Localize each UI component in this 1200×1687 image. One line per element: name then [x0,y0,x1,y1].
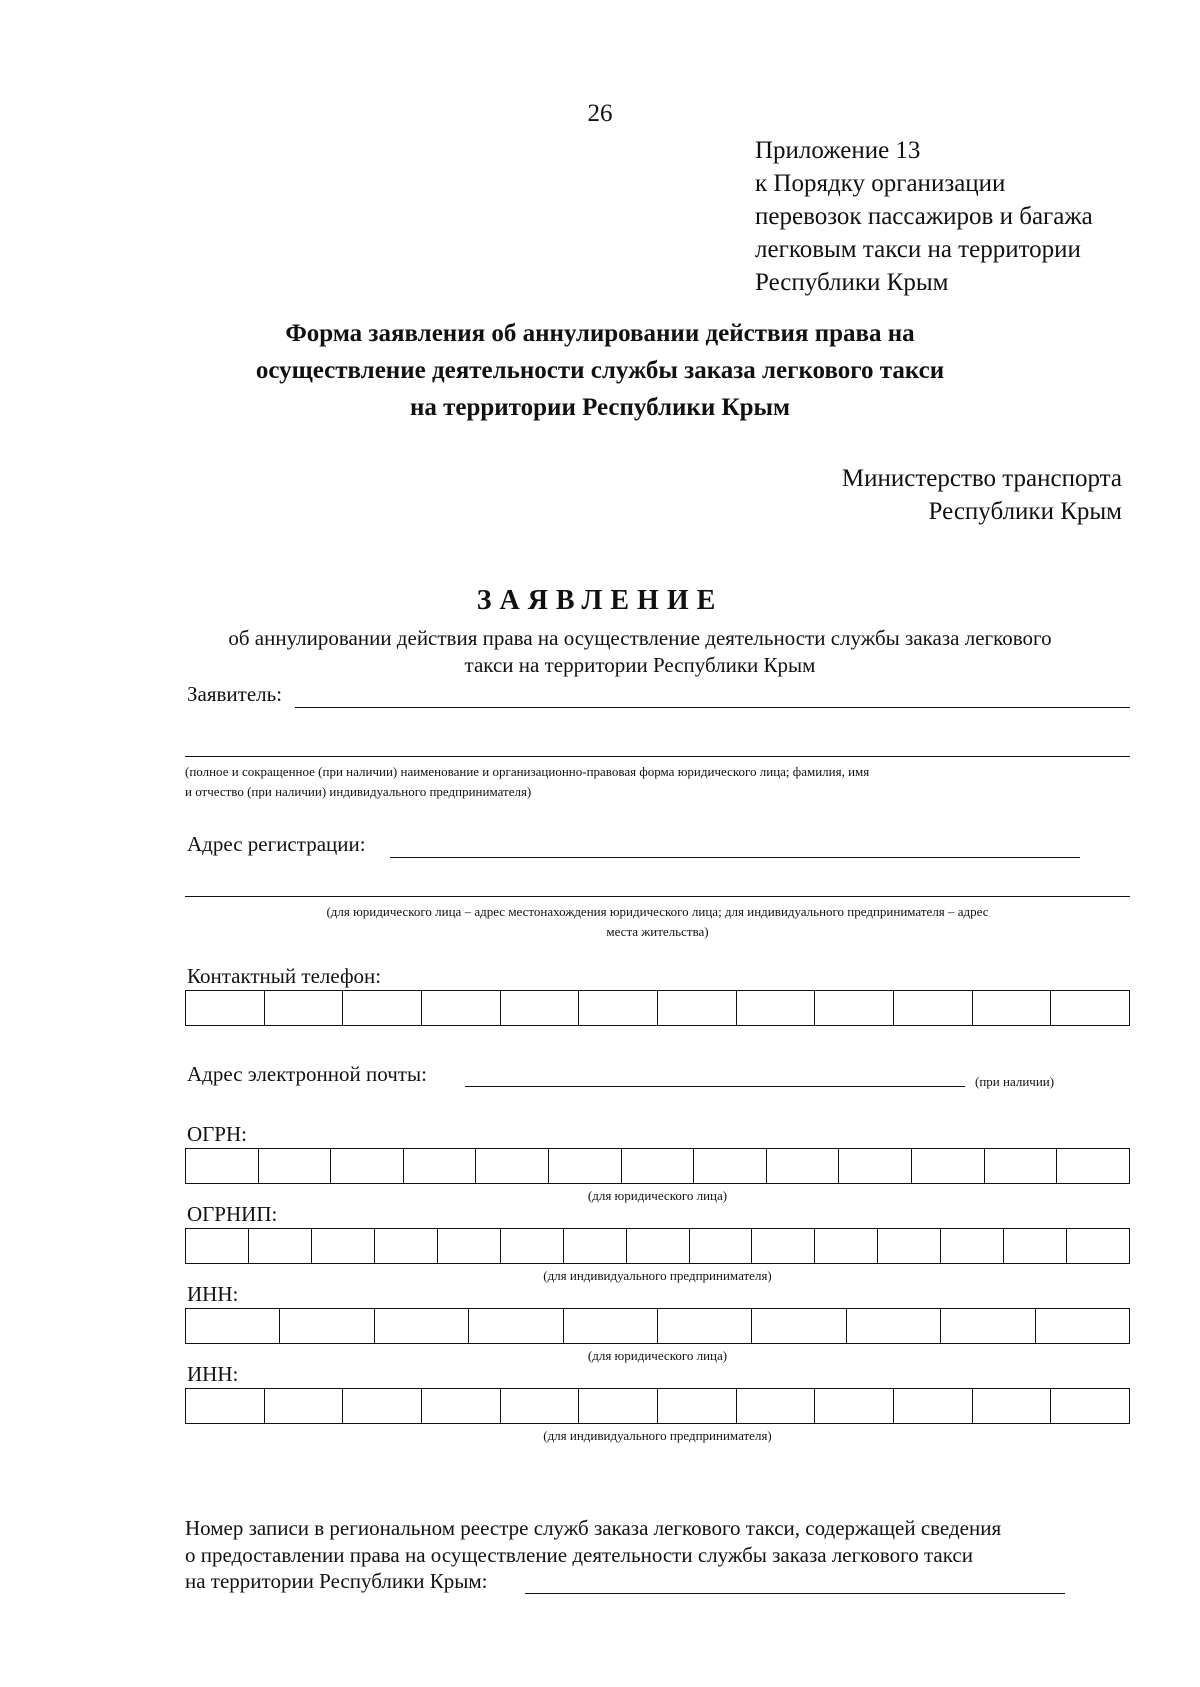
registry-field[interactable] [525,1592,1065,1594]
appendix-line: к Порядку организации [755,170,1006,197]
form-title-line: Форма заявления об аннулировании действия права на [285,320,915,347]
statement-subtitle-line: такси на территории Республики Крым [464,653,816,677]
ogrnip-cells[interactable] [185,1228,1130,1264]
registration-address-label: Адрес регистрации: [187,832,366,856]
phone-cells[interactable] [185,990,1130,1026]
applicant-field[interactable] [295,706,1130,708]
email-note: (при наличии) [975,1074,1055,1089]
registry-text-line: Номер записи в региональном реестре служб заказа легкового такси, содержащей сведения [185,1516,1002,1540]
appendix-block [755,134,1093,299]
phone-label: Контактный телефон: [187,964,382,988]
appendix-line: легковым такси на территории [755,236,1081,263]
inn-legal-label: ИНН: [187,1282,239,1306]
registration-address-note-line: места жительства) [606,924,709,939]
ogrn-label: ОГРН: [187,1122,247,1146]
ogrnip-note: (для индивидуального предпринимателя) [543,1268,772,1283]
recipient-block [842,462,1122,528]
registration-address-field[interactable] [390,856,1080,858]
registry-text [185,1515,1130,1569]
appendix-line: перевозок пассажиров и багажа [755,203,1093,230]
recipient-line: Министерство транспорта [841,465,1122,492]
ogrn-cells[interactable] [185,1148,1130,1184]
registration-address-note [185,902,1130,942]
applicant-note-line: (полное и сокращенное (при наличии) наименование и организационно-правовая форма юридического лица; фамилия, имя [185,764,870,779]
inn-individual-cells[interactable] [185,1388,1130,1424]
applicant-label: Заявитель: [187,682,283,706]
registry-label: на территории Республики Крым: [185,1569,488,1593]
applicant-note-line: и отчество (при наличии) индивидуального предпринимателя) [185,784,532,799]
registration-address-note-line: (для юридического лица – адрес местонахождения юридического лица; для индивидуального предпринимателя – адрес [326,904,989,919]
inn-individual-label: ИНН: [187,1362,239,1386]
statement-title: ЗАЯВЛЕНИЕ [476,585,724,616]
inn-individual-note: (для индивидуального предпринимателя) [543,1428,772,1443]
applicant-note [185,762,1130,802]
applicant-field-line2[interactable] [185,755,1130,757]
inn-legal-note: (для юридического лица) [587,1348,728,1363]
email-field[interactable] [465,1085,965,1087]
form-title-line: осуществление деятельности службы заказа легкового такси [255,357,945,384]
statement-subtitle [160,625,1120,679]
inn-legal-cells[interactable] [185,1308,1130,1344]
ogrn-note: (для юридического лица) [587,1188,728,1203]
appendix-line: Республики Крым [755,269,949,296]
recipient-line: Республики Крым [928,498,1122,525]
form-title [180,315,1020,426]
appendix-line: Приложение 13 [755,137,921,164]
statement-subtitle-line: об аннулировании действия права на осуществление деятельности службы заказа легкового [228,626,1052,650]
ogrnip-label: ОГРНИП: [187,1202,278,1226]
registry-text-line: о предоставлении права на осуществление деятельности службы заказа легкового такси [185,1543,973,1567]
registration-address-field-line2[interactable] [185,895,1130,897]
page-number: 26 [587,100,613,127]
form-title-line: на территории Республики Крым [409,394,791,421]
email-label: Адрес электронной почты: [187,1062,427,1086]
